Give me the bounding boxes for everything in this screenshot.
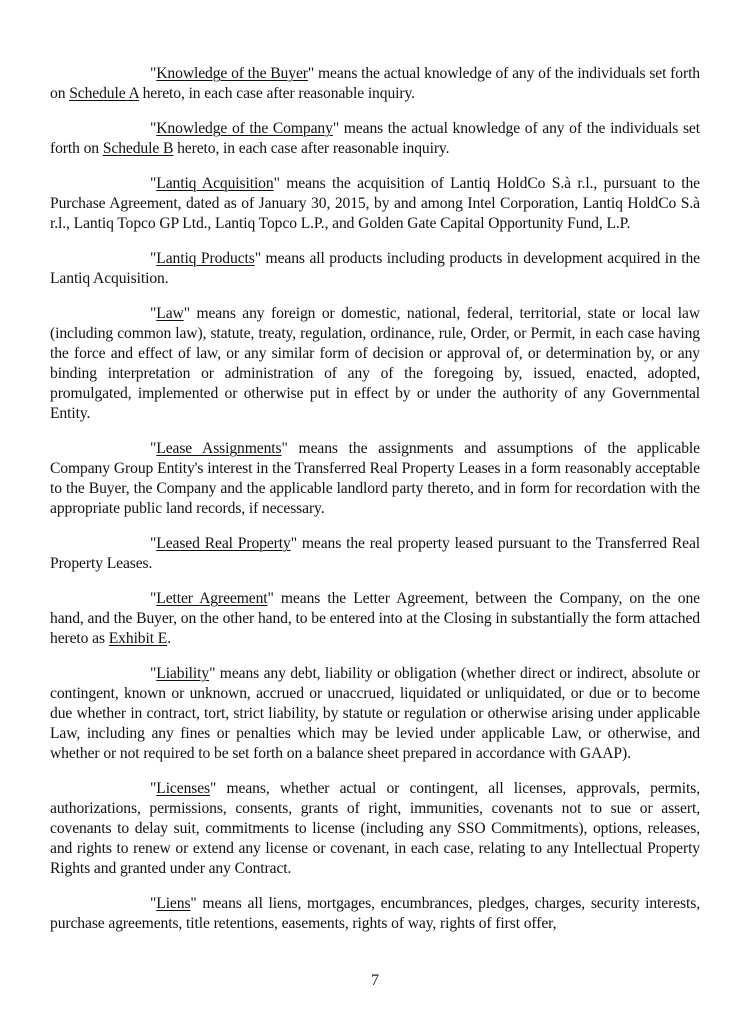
defined-term: Leased Real Property: [156, 535, 291, 552]
defined-term: Knowledge of the Buyer: [156, 65, 308, 82]
defined-term: Lease Assignments: [156, 440, 282, 457]
defined-term: Liens: [156, 895, 191, 912]
defined-term: Knowledge of the Company: [156, 120, 333, 137]
definition-paragraph: "Knowledge of the Buyer" means the actual knowledge of any of the individuals set forth on Schedule A hereto, in each case after reasonable inquiry.: [50, 65, 700, 102]
defined-term: Licenses: [156, 780, 211, 797]
definition-text: means any debt, liability or obligation (whether direct or indirect, absolute or contingent, known or unknown, accrued or unaccrued, liquidated or unliquidated, or due or to become due whether in contract, tort, strict liability, by statute or regulation or otherwise arising under applicable Law, including any fines or penalties which may be levied under applicable Law, or otherwise, and whether or not required to be set forth on a balance sheet prepared in accordance with GAAP).: [50, 665, 700, 762]
definition-text: means, whether actual or contingent, all licenses, approvals, permits, authorizations, permissions, consents, grants of right, immunities, covenants not to sue or assert, covenants to delay suit, commitments to license (including any SSO Commitments), options, releases, and rights to renew or extend any license or covenant, in each case, relating to any Intellectual Property Rights and granted under any Contract.: [50, 780, 700, 877]
definition-paragraph: "Law" means any foreign or domestic, national, federal, territorial, state or local law (including common law), statute, treaty, regulation, ordinance, rule, Order, or Permit, in each case having the force and effect of law, or any similar form of decision or approval of, or determination by, or any binding interpretation or administration of any of the foregoing by, issued, enacted, adopted, promulgated, implemented or otherwise put in effect by or under the authority of any Governmental Entity.: [50, 305, 700, 422]
definition-text: means all products including products in development acquired in the Lantiq Acquisition.: [50, 250, 700, 287]
definition-text: means the acquisition of Lantiq HoldCo S.à r.l., pursuant to the Purchase Agreement, dated as of January 30, 2015, by and among Intel Corporation, Lantiq HoldCo S.à r.l., Lantiq Topco GP Ltd., Lantiq Topco L.P., and Golden Gate Capital Opportunity Fund, L.P.: [50, 175, 701, 232]
definition-paragraph: "Letter Agreement" means the Letter Agreement, between the Company, on the one hand, and the Buyer, on the other hand, to be entered into at the Closing in substantially the form attached hereto as Exhibit E.: [50, 590, 700, 647]
document-page: [50, 64, 700, 949]
definition-text: hereto, in each case after reasonable inquiry.: [173, 140, 450, 157]
defined-term: Letter Agreement: [156, 590, 268, 607]
defined-term: Liability: [156, 665, 210, 682]
cross-reference: Exhibit E: [108, 630, 168, 647]
definition-paragraph: "Lantiq Acquisition" means the acquisition of Lantiq HoldCo S.à r.l., pursuant to the Purchase Agreement, dated as of January 30, 2015, by and among Intel Corporation, Lantiq HoldCo S.à r.l., Lantiq Topco GP Ltd., Lantiq Topco L.P., and Golden Gate Capital Opportunity Fund, L.P.: [50, 175, 701, 232]
defined-term: Law: [156, 305, 184, 322]
definition-text: means the actual knowledge of any of the individuals set forth on: [50, 65, 700, 102]
definition-paragraph: "Licenses" means, whether actual or contingent, all licenses, approvals, permits, authorizations, permissions, consents, grants of right, immunities, covenants not to sue or assert, covenants to delay suit, commitments to license (including any SSO Commitments), options, releases, and rights to renew or extend any license or covenant, in each case, relating to any Intellectual Property Rights and granted under any Contract.: [50, 780, 700, 877]
defined-term: Lantiq Products: [156, 250, 255, 267]
defined-term: Lantiq Acquisition: [156, 175, 274, 192]
definition-text: hereto, in each case after reasonable inquiry.: [138, 85, 415, 102]
cross-reference: Schedule B: [102, 140, 174, 157]
definition-text: means any foreign or domestic, national, federal, territorial, state or local law (including common law), statute, treaty, regulation, ordinance, rule, Order, or Permit, in each case having the force and effect of law, or any similar form of decision or approval of, or determination by, or any binding interpretation or administration of any of the foregoing by, issued, enacted, adopted, promulgated, implemented or otherwise put in effect by or under the authority of any Governmental Entity.: [50, 305, 700, 422]
definition-paragraph: "Liability" means any debt, liability or obligation (whether direct or indirect, absolute or contingent, known or unknown, accrued or unaccrued, liquidated or unliquidated, or due or to become due whether in contract, tort, strict liability, by statute or regulation or otherwise arising under applicable Law, including any fines or penalties which may be levied under applicable Law, or otherwise, and whether or not required to be set forth on a balance sheet prepared in accordance with GAAP).: [50, 665, 700, 762]
definition-text: means the actual knowledge of any of the individuals set forth on: [50, 120, 700, 157]
definition-text: means the Letter Agreement, between the Company, on the one hand, and the Buyer, on the other hand, to be entered into at the Closing in substantially the form attached hereto as: [50, 590, 700, 647]
definitions-list: [50, 64, 700, 934]
definition-text: means the assignments and assumptions of the applicable Company Group Entity's interest in the Transferred Real Property Leases in a form reasonably acceptable to the Buyer, the Company and the applicable landlord party thereto, and in form for recordation with the appropriate public land records, if necessary.: [50, 440, 700, 517]
definition-text: .: [167, 630, 171, 647]
page-number: 7: [371, 972, 379, 989]
definition-text: means all liens, mortgages, encumbrances, pledges, charges, security interests, purchase agreements, title retentions, easements, rights of way, rights of first offer,: [50, 895, 700, 932]
definition-paragraph: "Liens" means all liens, mortgages, encumbrances, pledges, charges, security interests, purchase agreements, title retentions, easements, rights of way, rights of first offer,: [50, 895, 700, 932]
definition-text: means the real property leased pursuant to the Transferred Real Property Leases.: [50, 535, 701, 572]
definition-paragraph: "Lantiq Products" means all products including products in development acquired in the Lantiq Acquisition.: [50, 250, 700, 287]
definition-paragraph: "Leased Real Property" means the real property leased pursuant to the Transferred Real Property Leases.: [50, 535, 701, 572]
cross-reference: Schedule A: [69, 85, 139, 102]
definition-paragraph: "Lease Assignments" means the assignments and assumptions of the applicable Company Group Entity's interest in the Transferred Real Property Leases in a form reasonably acceptable to the Buyer, the Company and the applicable landlord party thereto, and in form for recordation with the appropriate public land records, if necessary.: [50, 440, 700, 517]
definition-paragraph: "Knowledge of the Company" means the actual knowledge of any of the individuals set forth on Schedule B hereto, in each case after reasonable inquiry.: [50, 120, 700, 157]
